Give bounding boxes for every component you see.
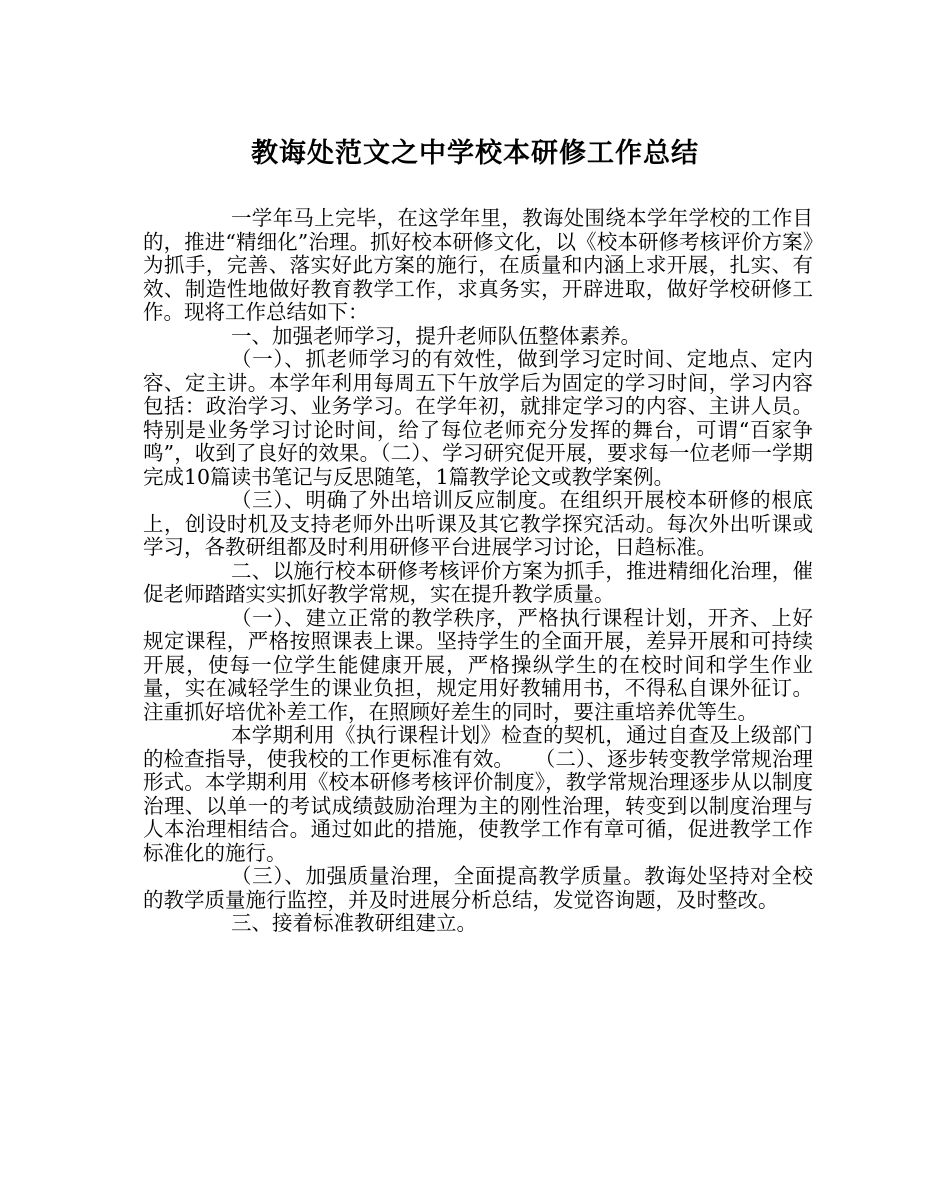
document-title: 教诲处范文之中学校本研修工作总结 <box>251 138 699 169</box>
heading-section-2: 二、以施行校本研修考核评价方案为抓手，推进精细化治理，催促老师踏踏实实抓好教学常规，实在提升教学质量。 <box>143 558 813 606</box>
document-body <box>143 207 813 936</box>
paragraph-section-2-item-2: 本学期利用《执行课程计划》检查的契机，通过自查及上级部门的检查指导，使我校的工作更标准有效。 （二）、逐步转变教学常规治理形式。本学期利用《校本研修考核评价制度》，教学常规治理逐步从以制度治理、以单一的考试成绩鼓励治理为主的刚性治理，转变到以制度治理与人本治理相结合。通过如此的措施，使教学工作有章可循，促进教学工作标准化的施行。 <box>143 723 813 865</box>
paragraph-section-1-item-1: （一）、抓老师学习的有效性，做到学习定时间、定地点、定内容、定主讲。本学年利用每周五下午放学后为固定的学习时间，学习内容包括：政治学习、业务学习。在学年初，就排定学习的内容、主讲人员。特别是业务学习讨论时间，给了每位老师充分发挥的舞台，可谓“百家争鸣”，收到了良好的效果。（二）、学习研究促开展，要求每一位老师一学期完成10篇读书笔记与反思随笔，1篇教学论文或教学案例。 <box>143 347 813 489</box>
paragraph-section-2-item-1: （一）、建立正常的教学秩序，严格执行课程计划，开齐、上好规定课程，严格按照课表上课。坚持学生的全面开展，差异开展和可持续开展，使每一位学生能健康开展，严格操纵学生的在校时间和学生作业量，实在减轻学生的课业负担，规定用好教辅用书，不得私自课外征订。注重抓好培优补差工作，在照顾好差生的同时，要注重培养优等生。 <box>143 605 813 724</box>
heading-section-3: 三、接着标准教研组建立。 <box>231 911 477 935</box>
paragraph-intro: 一学年马上完毕，在这学年里，教诲处围绕本学年学校的工作目的，推进“精细化”治理。抓好校本研修文化，以《校本研修考核评价方案》为抓手，完善、落实好此方案的施行，在质量和内涵上求开展，扎实、有效、制造性地做好教育教学工作，求真务实，开辟进取，做好学校研修工作。现将工作总结如下： <box>143 206 813 324</box>
heading-section-1: 一、加强老师学习，提升老师队伍整体素养。 <box>231 323 641 348</box>
paragraph-section-1-item-3: （三）、明确了外出培训反应制度。在组织开展校本研修的根底上，创设时机及支持老师外出听课及其它教学探究活动。每次外出听课或学习，各教研组都及时利用研修平台进展学习讨论，日趋标准。 <box>143 488 813 559</box>
paragraph-section-2-item-3: （三）、加强质量治理，全面提高教学质量。教诲处坚持对全校的教学质量施行监控，并及时进展分析总结，发觉咨询题，及时整改。 <box>143 864 813 912</box>
